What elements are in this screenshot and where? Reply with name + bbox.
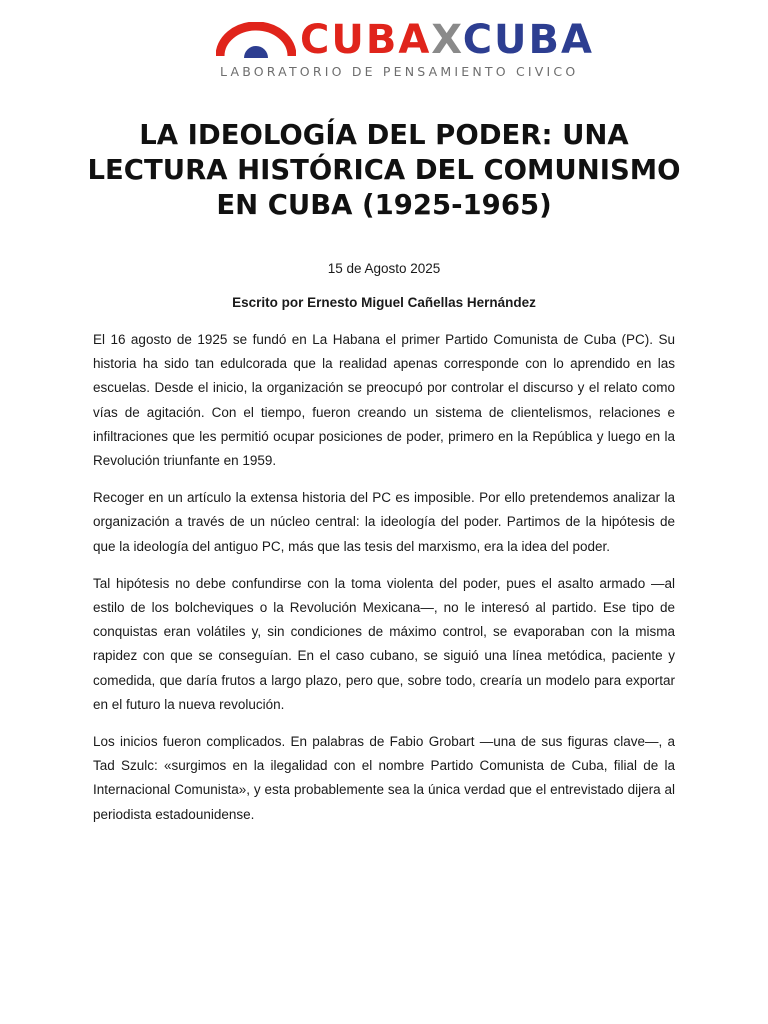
article-title: LA IDEOLOGÍA DEL PODER: UNA LECTURA HISTÓRICA DEL COMUNISMO EN CUBA (1925-1965) xyxy=(87,119,681,221)
logo-brand-right: CUBA xyxy=(462,17,594,63)
logo-brand-x: X xyxy=(431,17,463,63)
article-paragraph: Los inicios fueron complicados. En palabras de Fabio Grobart —una de sus figuras clave—, a Tad Szulc: «surgimos en la ilegalidad con el nombre Partido Comunista de Cuba, filial de la Internacional Comunista», y esta probablemente sea la única verdad que el entrevistado dijera al periodista estadounidense. xyxy=(93,734,675,822)
logo-tagline: LABORATORIO DE PENSAMIENTO CIVICO xyxy=(220,64,579,79)
article-paragraph: Tal hipótesis no debe confundirse con la toma violenta del poder, pues el asalto armado —al estilo de los bolcheviques o la Revolución Mexicana—, no le interesó al partido. Ese tipo de conquistas eran volátiles y, sin condiciones de máximo control, se evaporaban con la misma rapidez con que se conseguían. En el caso cubano, se siguió una línea metódica, paciente y comedida, que daría frutos a largo plazo, pero que, sobre todo, crearía un modelo para exportar en el futuro la nueva revolución. xyxy=(93,575,675,712)
logo-brand-left: CUBA xyxy=(300,17,432,63)
logo-arc-icon xyxy=(216,22,296,62)
article-date: 15 de Agosto 2025 xyxy=(327,261,441,276)
logo-wordmark xyxy=(300,18,594,62)
article-paragraph: Recoger en un artículo la extensa historia del PC es imposible. Por ello pretendemos analizar la organización a través de un núcleo central: la ideología del poder. Partimos de la hipótesis de que la ideología del antiguo PC, más que las tesis del marxismo, era la idea del poder. xyxy=(93,490,675,554)
article-byline: Escrito por Ernesto Miguel Cañellas Hernández xyxy=(232,295,536,310)
site-logo[interactable] xyxy=(0,17,768,82)
article-body xyxy=(93,328,675,840)
article-paragraph: El 16 agosto de 1925 se fundó en La Habana el primer Partido Comunista de Cuba (PC). Su historia ha sido tan edulcorada que la realidad apenas corresponde con lo aprendido en las escuelas. Desde el inicio, la organización se preocupó por controlar el discurso y el relato como vías de agitación. Con el tiempo, fueron creando un sistema de clientelismos, relaciones e infiltraciones que les permitió ocupar posiciones de poder, primero en la República y luego en la Revolución triunfante en 1959. xyxy=(93,332,675,469)
